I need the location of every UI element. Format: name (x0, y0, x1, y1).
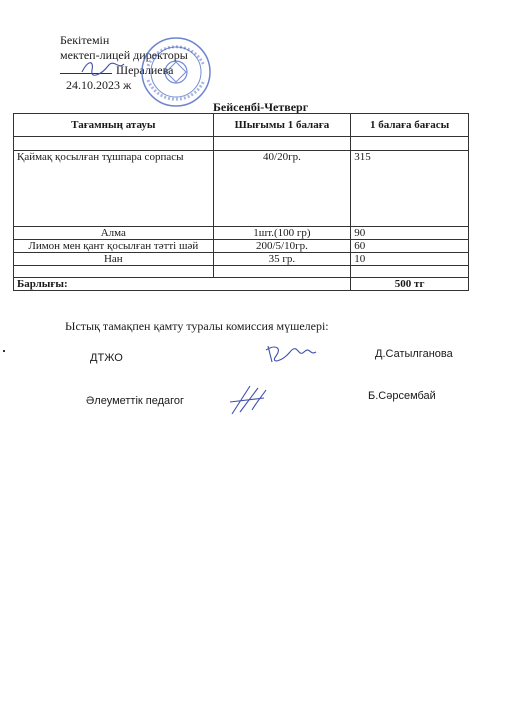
row-yield: 40/20гр. (213, 151, 351, 227)
table-spacer-row (14, 266, 469, 278)
row-name: Нан (14, 253, 214, 266)
total-label: Барлығы: (14, 278, 351, 291)
table-row (14, 240, 469, 253)
member-role: Әлеуметтік педагог (86, 395, 185, 407)
row-name: Алма (14, 227, 214, 240)
row-price: 90 (351, 227, 469, 240)
page-title: Бейсенбі-Четверг (213, 100, 309, 114)
director-name: Шералиева (116, 63, 174, 77)
table-row (14, 227, 469, 240)
approval-line-2: мектеп-лицей директоры (60, 48, 188, 62)
table-header-row (14, 114, 469, 137)
table-spacer-row (14, 137, 469, 151)
approval-date: 24.10.2023 ж (66, 78, 132, 92)
total-value: 500 тг (351, 278, 469, 291)
row-name: Лимон мен қант қосылған тәтті шәй (14, 240, 214, 253)
approval-line-1: Бекітемін (60, 33, 110, 47)
member-name: Б.Сәрсембай (368, 390, 436, 402)
row-price: 60 (351, 240, 469, 253)
member-signature-icon (228, 382, 268, 418)
row-price: 315 (351, 151, 469, 227)
member-role: ДТЖО (90, 352, 123, 364)
table-row (14, 253, 469, 266)
row-yield: 1шт.(100 гр) (213, 227, 351, 240)
table-row (14, 151, 469, 227)
header-price: 1 балаға бағасы (351, 114, 469, 137)
header-name: Тағамның атауы (14, 114, 214, 137)
row-name: Қаймақ қосылған тұшпара сорпасы (14, 151, 214, 227)
row-yield: 35 гр. (213, 253, 351, 266)
school-stamp-icon (140, 36, 212, 108)
member-signature-icon (262, 340, 318, 366)
scan-speck (3, 350, 5, 352)
row-price: 10 (351, 253, 469, 266)
member-name: Д.Сатылганова (375, 348, 453, 360)
menu-table (13, 113, 469, 291)
row-yield: 200/5/10гр. (213, 240, 351, 253)
commission-title: Ыстық тамақпен қамту туралы комиссия мүшелері: (65, 319, 329, 333)
director-signature-icon (78, 58, 138, 78)
table-total-row (14, 278, 469, 291)
header-yield: Шығымы 1 балаға (213, 114, 351, 137)
